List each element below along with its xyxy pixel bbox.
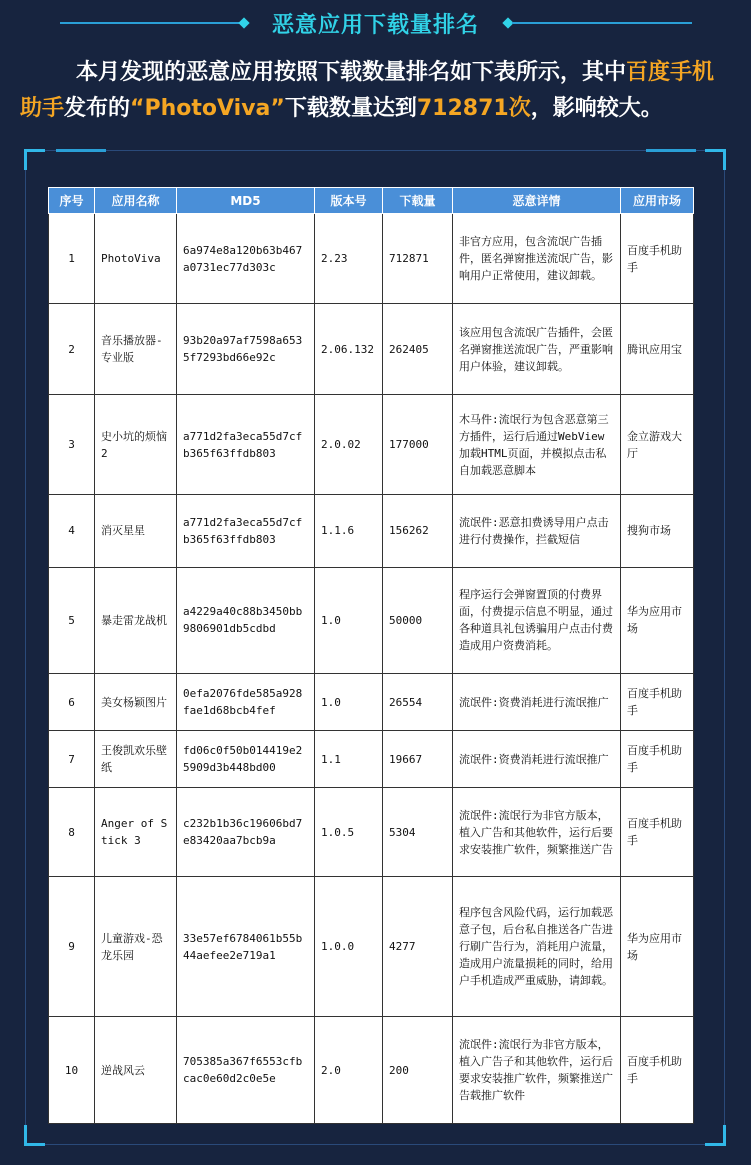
header-detail: 恶意详情 [453,188,621,214]
cell-market: 华为应用市场 [621,567,694,673]
frame-corner-bl [24,1125,45,1146]
cell-no: 4 [49,495,95,567]
cell-md5: c232b1b36c19606bd7e83420aa7bcb9a [177,788,315,876]
cell-app-name: 暴走雷龙战机 [95,567,177,673]
table-row [49,788,694,876]
intro-highlight-count: 712871次 [416,96,531,121]
table-row [49,731,694,788]
table-row [49,394,694,494]
cell-no: 1 [49,214,95,304]
cell-detail: 木马件:流氓行为包含恶意第三方插件，运行后通过WebView加载HTML页面，并模拟点击私自加载恶意脚本 [453,394,621,494]
cell-no: 5 [49,567,95,673]
cell-version: 2.0.02 [315,394,383,494]
frame-dash-left [56,149,106,152]
title-decor-line-right [512,22,692,24]
cell-md5: fd06c0f50b014419e25909d3b448bd00 [177,731,315,788]
cell-detail: 程序包含风险代码，运行加载恶意子包，后台私自推送各广告进行刷广告行为，消耗用户流量，造成用户流量损耗的同时，给用户手机造成严重威胁，请卸载。 [453,876,621,1017]
cell-downloads: 26554 [383,673,453,730]
cell-md5: 6a974e8a120b63b467a0731ec77d303c [177,214,315,304]
cell-market: 百度手机助手 [621,673,694,730]
cell-market: 百度手机助手 [621,1017,694,1124]
header-downloads: 下载量 [383,188,453,214]
cell-app-name: 史小坑的烦恼2 [95,394,177,494]
cell-version: 2.23 [315,214,383,304]
cell-market: 百度手机助手 [621,731,694,788]
intro-text-3: 下载数量达到 [284,96,417,121]
cell-detail: 程序运行会弹窗置顶的付费界面，付费提示信息不明显，通过各种道具礼包诱骗用户点击付费造成用户资费消耗。 [453,567,621,673]
page-title: 恶意应用下载量排名 [271,13,479,38]
table-row [49,495,694,567]
intro-text-2: 发布的 [64,96,131,121]
cell-app-name: 消灭星星 [95,495,177,567]
cell-version: 1.0.0 [315,876,383,1017]
frame-dash-right [646,149,696,152]
frame-corner-tl [24,149,45,170]
cell-market: 华为应用市场 [621,876,694,1017]
intro-paragraph [20,55,720,127]
cell-version: 2.06.132 [315,304,383,394]
cell-downloads: 712871 [383,214,453,304]
cell-detail: 流氓件:资费消耗进行流氓推广 [453,673,621,730]
cell-app-name: PhotoViva [95,214,177,304]
intro-text-4: ，影响较大。 [530,96,663,121]
table-row [49,567,694,673]
cell-md5: 93b20a97af7598a6535f7293bd66e92c [177,304,315,394]
cell-detail: 流氓件:资费消耗进行流氓推广 [453,731,621,788]
table-row [49,1017,694,1124]
cell-no: 7 [49,731,95,788]
intro-highlight-market: 百度手机助手 [20,60,715,121]
cell-app-name: 王俊凯欢乐壁纸 [95,731,177,788]
cell-market: 腾讯应用宝 [621,304,694,394]
cell-version: 1.1 [315,731,383,788]
cell-downloads: 262405 [383,304,453,394]
malware-table-container [48,187,693,1124]
cell-detail: 非官方应用，包含流氓广告插件，匿名弹窗推送流氓广告，影响用户正常使用，建议卸载。 [453,214,621,304]
cell-version: 2.0 [315,1017,383,1124]
cell-downloads: 5304 [383,788,453,876]
header-app-name: 应用名称 [95,188,177,214]
table-row [49,304,694,394]
cell-detail: 流氓件:流氓行为非官方版本，植入广告子和其他软件，运行后要求安装推广软件，频繁推送广告载推广软件 [453,1017,621,1124]
cell-version: 1.0 [315,673,383,730]
table-row [49,214,694,304]
cell-no: 6 [49,673,95,730]
cell-downloads: 200 [383,1017,453,1124]
table-row [49,673,694,730]
cell-detail: 流氓件:恶意扣费诱导用户点击进行付费操作，拦截短信 [453,495,621,567]
cell-md5: a4229a40c88b3450bb9806901db5cdbd [177,567,315,673]
cell-md5: 33e57ef6784061b55b44aefee2e719a1 [177,876,315,1017]
cell-downloads: 50000 [383,567,453,673]
cell-app-name: 儿童游戏-恐龙乐园 [95,876,177,1017]
table-row [49,876,694,1017]
cell-detail: 流氓件:流氓行为非官方版本，植入广告和其他软件，运行后要求安装推广软件，频繁推送广告 [453,788,621,876]
cell-app-name: 逆战风云 [95,1017,177,1124]
intro-highlight-app: “PhotoViva” [130,96,285,121]
cell-no: 2 [49,304,95,394]
cell-market: 金立游戏大厅 [621,394,694,494]
cell-md5: a771d2fa3eca55d7cfb365f63ffdb803 [177,394,315,494]
cell-downloads: 156262 [383,495,453,567]
cell-no: 9 [49,876,95,1017]
cell-md5: a771d2fa3eca55d7cfb365f63ffdb803 [177,495,315,567]
intro-text-1: 本月发现的恶意应用按照下载数量排名如下表所示，其中 [76,60,627,85]
cell-market: 百度手机助手 [621,214,694,304]
cell-app-name: Anger of Stick 3 [95,788,177,876]
frame-corner-br [705,1125,726,1146]
cell-version: 1.0 [315,567,383,673]
header-md5: MD5 [177,188,315,214]
cell-market: 搜狗市场 [621,495,694,567]
cell-downloads: 4277 [383,876,453,1017]
header-no: 序号 [49,188,95,214]
cell-no: 8 [49,788,95,876]
cell-app-name: 音乐播放器-专业版 [95,304,177,394]
cell-downloads: 177000 [383,394,453,494]
header-version: 版本号 [315,188,383,214]
header-market: 应用市场 [621,188,694,214]
frame-corner-tr [705,149,726,170]
cell-no: 3 [49,394,95,494]
cell-version: 1.0.5 [315,788,383,876]
cell-downloads: 19667 [383,731,453,788]
cell-no: 10 [49,1017,95,1124]
table-header-row [49,188,694,214]
cell-market: 百度手机助手 [621,788,694,876]
cell-app-name: 美女杨颖图片 [95,673,177,730]
malware-ranking-table [48,187,694,1124]
cell-md5: 705385a367f6553cfbcac0e60d2c0e5e [177,1017,315,1124]
cell-version: 1.1.6 [315,495,383,567]
cell-md5: 0efa2076fde585a928fae1d68bcb4fef [177,673,315,730]
cell-detail: 该应用包含流氓广告插件，会匿名弹窗推送流氓广告，严重影响用户体验，建议卸载。 [453,304,621,394]
